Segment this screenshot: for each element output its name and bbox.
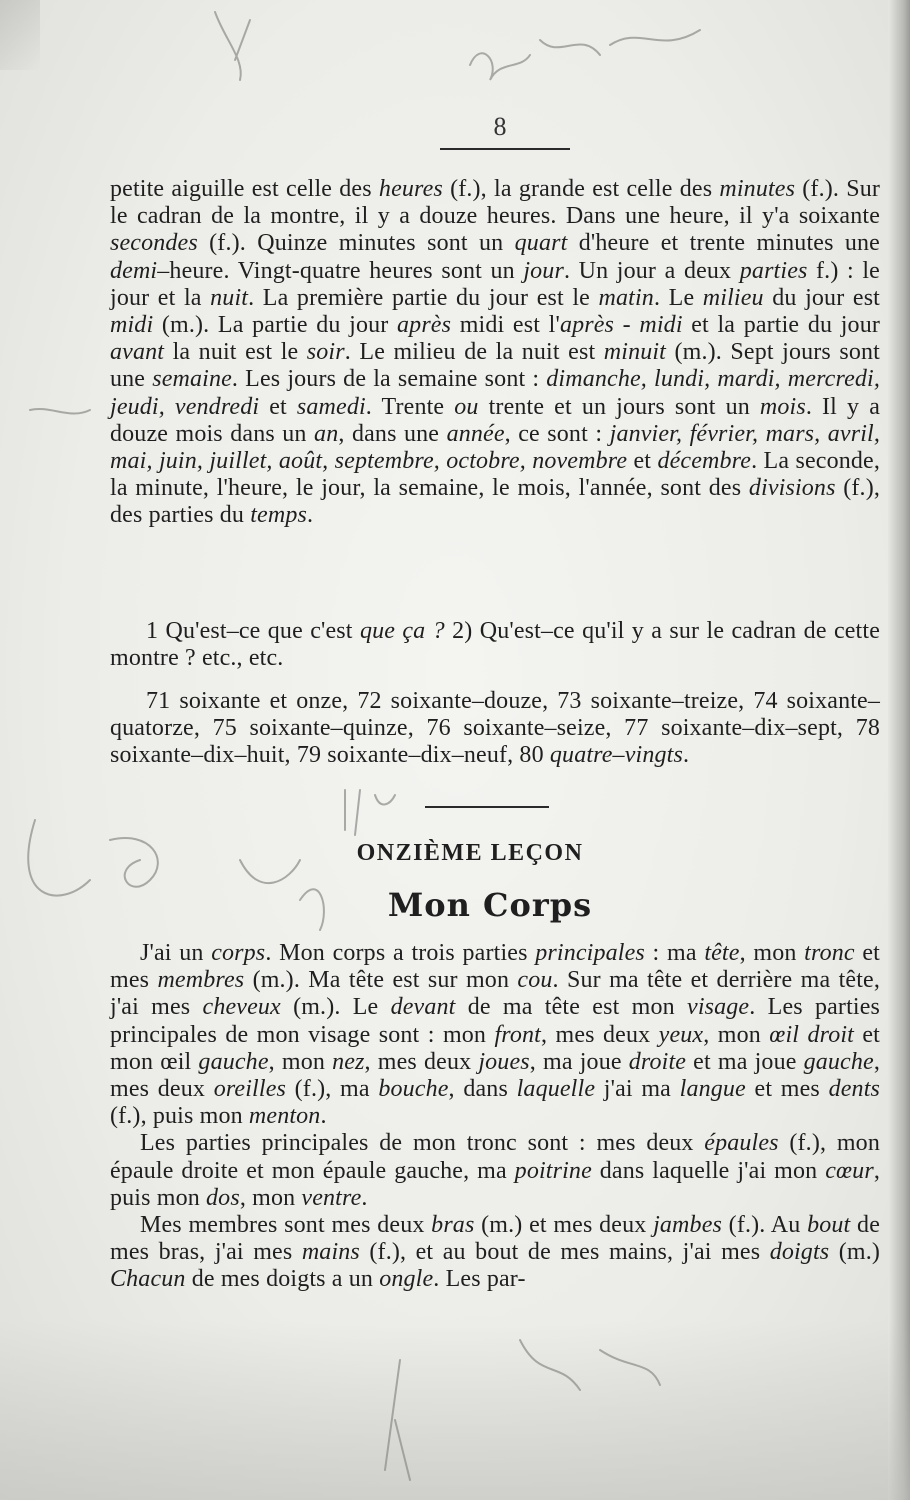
- paper-stain: [0, 1320, 910, 1500]
- paragraph-time-divisions: petite aiguille est celle des heures (f.), la grande est celle des minutes (f.). Sur le cadran de la montre, il y a douze heures. Dans une heure, il y'a soixante secondes (f.). Quinze minutes sont un quart d'heure et trente minutes une demi–heure. Vingt-quatre heures sont un jour. Un jour a deux parties f.) : le jour et la nuit. La première partie du jour est le matin. Le milieu du jour est midi (m.). La partie du jour après midi est l'après - midi et la partie du jour avant la nuit est le soir. Le milieu de la nuit est minuit (m.). Sept jours sont une semaine. Les jours de la semaine sont : dimanche, lundi, mardi, mercredi, jeudi, vendredi et samedi. Trente ou trente et un jours sont un mois. Il y a douze mois dans un an, dans une année, ce sont : janvier, février, mars, avril, mai, juin, juillet, août, septembre, octobre, novembre et décembre. La seconde, la minute, l'heure, le jour, la semaine, le mois, l'année, sont des divisions (f.), des parties du temps.: [110, 176, 881, 529]
- paragraph-trunk: Les parties principales de mon tronc sont : mes deux épaules (f.), mon épaule droite et mon épaule gauche, ma poitrine dans laquelle j'ai mon cœur, puis mon dos, mon ventre.: [110, 1130, 880, 1211]
- numbers-paragraph: [110, 688, 880, 770]
- page-gutter: [888, 0, 910, 1500]
- lesson-title: ONZIÈME LEÇON: [356, 840, 584, 866]
- questions-paragraph: [110, 618, 880, 672]
- time-paragraph: [110, 176, 880, 530]
- paragraph-limbs: Mes membres sont mes deux bras (m.) et mes deux jambes (f.). Au bout de mes bras, j'ai mes mains (f.), et au bout de mes mains, j'ai mes doigts (m.) Chacun de mes doigts a un ongle. Les par-: [110, 1212, 881, 1293]
- torn-corner: [0, 0, 40, 70]
- body-paragraphs: [110, 940, 880, 1294]
- section-rule: [425, 806, 549, 808]
- paragraph-numbers: 71 soixante et onze, 72 soixante–douze, 73 soixante–treize, 74 soixante–quatorze, 75 soixante–quinze, 76 soixante–seize, 77 soixante–dix–sept, 78 soixante–dix–huit, 79 soixante–dix–neuf, 80 quatre–vingts.: [110, 688, 880, 769]
- page-number: 8: [493, 112, 507, 141]
- paragraph-questions: 1 Qu'est–ce que c'est que ça ? 2) Qu'est–ce qu'il y a sur le cadran de cette montre ? etc., etc.: [110, 618, 880, 672]
- paragraph-body-parts: J'ai un corps. Mon corps a trois parties principales : ma tête, mon tronc et mes membres (m.). Ma tête est sur mon cou. Sur ma tête et derrière ma tête, j'ai mes cheveux (m.). Le devant de ma tête est mon visage. Les parties principales de mon visage sont : mon front, mes deux yeux, mon œil droit et mon œil gauche, mon nez, mes deux joues, ma joue droite et ma joue gauche, mes deux oreilles (f.), ma bouche, dans laquelle j'ai ma langue et mes dents (f.), puis mon menton.: [110, 940, 881, 1130]
- header-rule: [440, 148, 570, 150]
- section-title: Mon Corps: [387, 886, 593, 924]
